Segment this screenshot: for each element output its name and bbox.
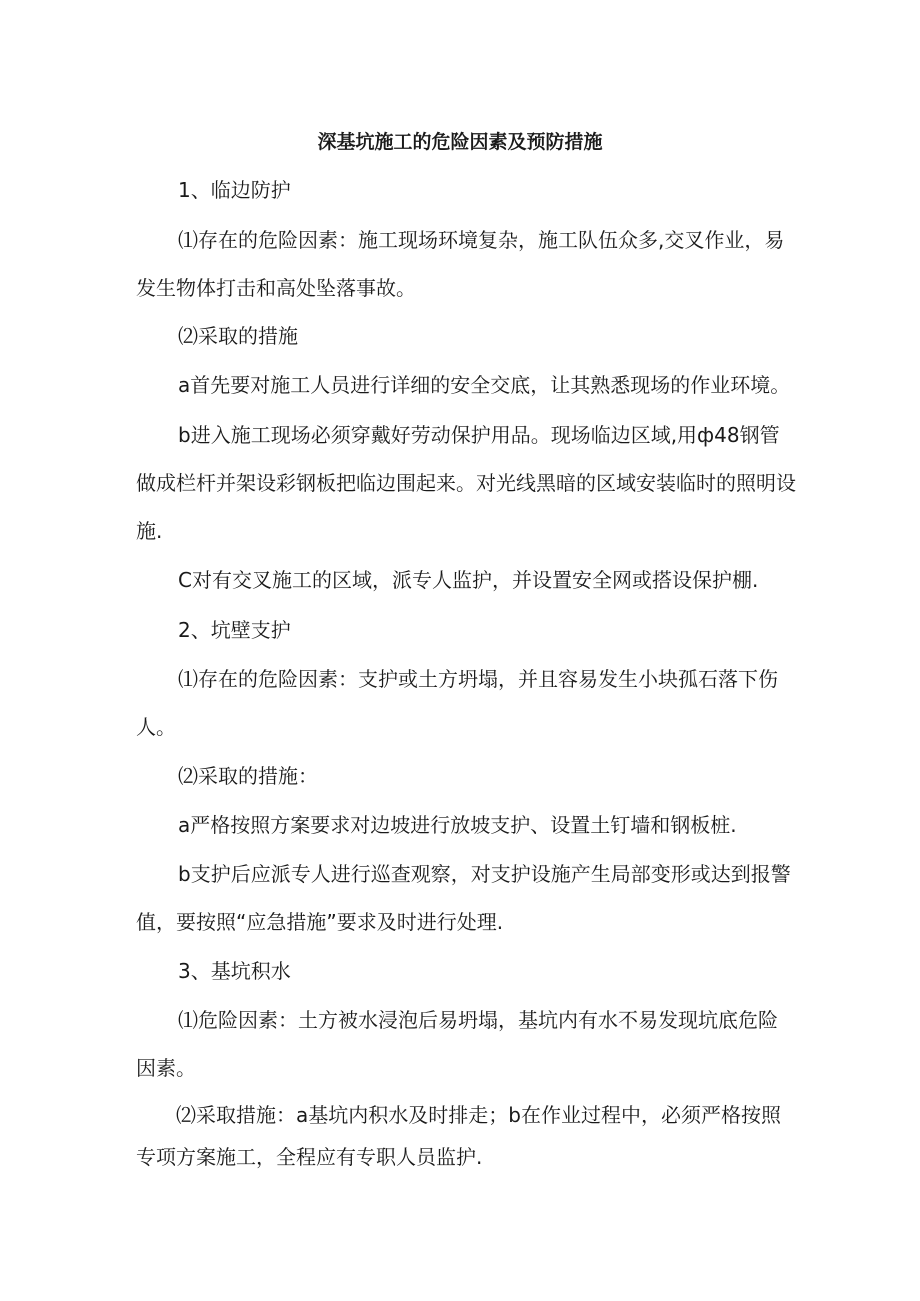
- section-heading-3: 3、基坑积水: [178, 959, 291, 983]
- paragraph-line: ⑴存在的危险因素：施工现场环境复杂，施工队伍众多,交叉作业，易: [178, 228, 785, 252]
- paragraph-line: 做成栏杆并架设彩钢板把临边围起来。对光线黑暗的区域安装临时的照明设: [136, 471, 796, 495]
- paragraph-line: 专项方案施工，全程应有专职人员监护.: [136, 1145, 483, 1169]
- paragraph-line: 发生物体打击和高处坠落事故。: [136, 276, 416, 300]
- section-heading-1: 1、临边防护: [178, 178, 291, 202]
- paragraph-line: 人。: [136, 715, 176, 739]
- paragraph-line: ⑵采取的措施: [178, 324, 298, 348]
- paragraph-line: ⑴危险因素：土方被水浸泡后易坍塌，基坑内有水不易发现坑底危险: [178, 1008, 778, 1032]
- paragraph-line: 值，要按照“应急措施”要求及时进行处理.: [136, 910, 504, 934]
- paragraph-line: 施.: [136, 519, 163, 543]
- paragraph-line: a首先要对施工人员进行详细的安全交底，让其熟悉现场的作业环境。: [178, 373, 791, 397]
- paragraph-line: ⑵采取措施：a基坑内积水及时排走；b在作业过程中，必须严格按照: [176, 1103, 781, 1127]
- paragraph-line: b进入施工现场必须穿戴好劳动保护用品。现场临边区域,用ф48钢管: [178, 423, 780, 447]
- section-heading-2: 2、坑壁支护: [178, 618, 291, 642]
- paragraph-line: C对有交叉施工的区域，派专人监护，并设置安全网或搭设保护棚.: [178, 568, 759, 592]
- paragraph-line: ⑵采取的措施：: [178, 764, 318, 788]
- paragraph-line: 因素。: [136, 1056, 196, 1080]
- paragraph-line: ⑴存在的危险因素：支护或土方坍塌，并且容易发生小块孤石落下伤: [178, 667, 778, 691]
- paragraph-line: a严格按照方案要求对边坡进行放坡支护、设置土钉墙和钢板桩.: [178, 813, 737, 837]
- document-title: 深基坑施工的危险因素及预防措施: [317, 131, 603, 153]
- paragraph-line: b支护后应派专人进行巡查观察，对支护设施产生局部变形或达到报警: [178, 862, 791, 886]
